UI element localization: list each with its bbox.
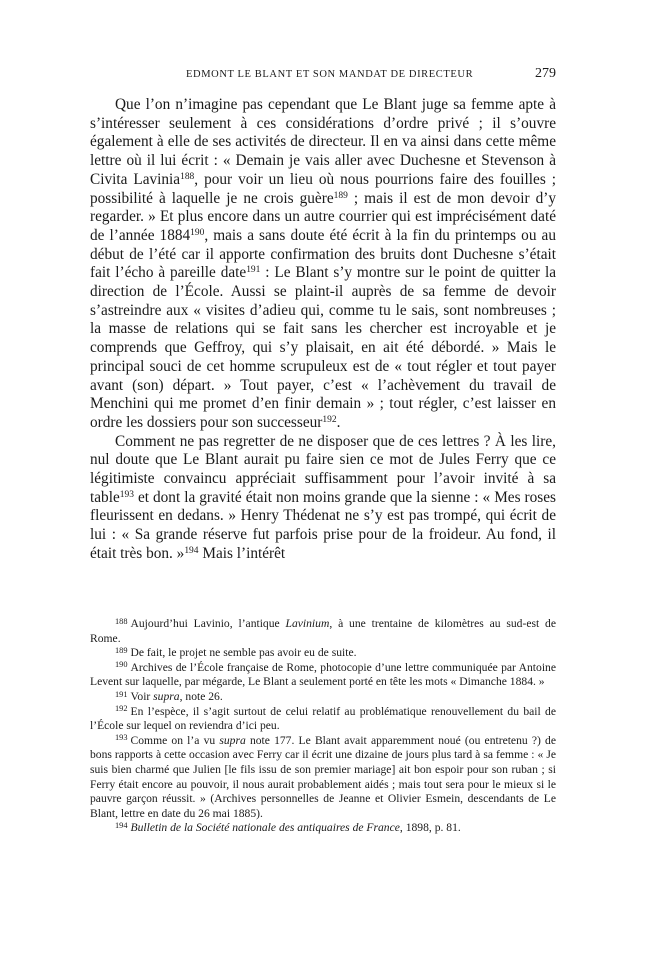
- footnote-ref: 188: [180, 171, 195, 182]
- footnote-text: Archives de l’École française de Rome, photocopie d’une lettre communiquée par Antoine Levent sur laquelle, par mégarde, Le Blant a seulement porté en tête les mots « Dimanche 1884. »: [90, 660, 556, 689]
- footnote: [90, 690, 556, 705]
- footnote-number: 188: [115, 616, 128, 626]
- footnote-text: note 177. Le Blant avait apparemment noué (ou entretenu ?) de bons rapports à cette occasion avec Ferry car il écrit une dizaine de jours plus tard à sa femme : « Je suis bien charmé que Julien [le fils issu de son premier mariage] ait bon espoir pour son ruban ; si Ferry était encore au pouvoir, il nous aurait probablement aidés ; mais tout sera pour le mieux si le pauvre garçon réussit. » (Archives personnelles de Jeanne et Olivier Esmein, descendants de Le Blant, lettre en date du 26 mai 1885).: [90, 733, 556, 820]
- footnote: [90, 646, 556, 661]
- footnote-number: 193: [115, 733, 128, 743]
- footnote-ref: 190: [190, 227, 205, 238]
- footnote: [90, 705, 556, 734]
- body-text: [90, 96, 556, 564]
- footnote-number: 191: [115, 689, 128, 699]
- footnote: [90, 617, 556, 646]
- footnote-italic: Lavinium: [285, 617, 330, 630]
- text-run: Comment ne pas regretter de ne disposer que de ces lettres ? À les lire, nul doute que Le Blant aurait pu faire sien ce mot de Jules Ferry que ce légitimiste convaincu appréciait suffisamment pour l’avoir invité à sa table: [90, 432, 556, 506]
- text-run: et dont la gravité était non moins grande que la sienne : « Mes roses fleurissent en dedans. » Henry Thédenat ne s’y est pas trompé, qui écrit de lui : « Sa grande réserve fut parfois prise pour de la froideur. Au fond, il était très bon. »: [90, 488, 556, 562]
- footnote: [90, 821, 556, 836]
- text-run: : Le Blant s’y montre sur le point de quitter la direction de l’École. Aussi se plaint-il auprès de sa femme de devoir s’astreindre aux « visites d’adieu qui, comme tu le sais, sont nombreuses ; la masse de relations qui se fait sans les chercher est incroyable et je comprends que Geffroy, qui s’y plaisait, en ait été débordé. » Mais le principal souci de cet homme scrupuleux est de « tout régler et tout payer avant (son) départ. » Tout payer, c’est « l’achèvement du travail de Menchini qui me promet d’en finir demain » ; tout régler, c’est laisser en ordre les dossiers pour son successeur: [90, 264, 557, 431]
- text-run: .: [336, 413, 341, 431]
- footnote-italic: Bulletin de la Société nationale des antiquaires de France: [130, 821, 400, 835]
- footnote-ref: 189: [333, 190, 348, 201]
- text-run: ; mais il est de mon devoir d’y regarder. » Et plus encore dans un autre courrier qui est imprécisément daté de l’année 1884: [90, 189, 556, 244]
- footnote-text: , note 26.: [179, 689, 223, 703]
- text-run: Que l’on n’imagine pas cependant que Le Blant juge sa femme apte à s’intéresser seulement à ces considérations d’ordre privé ; il s’ouvre également à elle de ses activités de directeur. Il en va ainsi dans cette même lettre où il lui écrit : « Demain je vais aller avec Duchesne et Stevenson à Civita Lavinia: [90, 96, 556, 188]
- footnote-italic: supra: [153, 689, 180, 703]
- paragraph-2: [90, 433, 556, 564]
- footnote-text: De fait, le projet ne semble pas avoir eu de suite.: [130, 646, 357, 660]
- page-number: 279: [535, 66, 556, 81]
- footnote-ref: 191: [246, 265, 261, 276]
- footnote-text: En l’espèce, il s’agit surtout de celui relatif au problématique renouvellement du bail de l’École sur lequel on reviendra d’ici peu.: [90, 704, 556, 733]
- footnotes: [90, 617, 556, 836]
- footnote-ref: 192: [322, 414, 337, 425]
- text-run: , mais a sans doute été écrit à la fin du printemps ou au début de l’été car il apporte confirmation des bruits dont Duchesne s’était fait l’écho à pareille date: [90, 226, 556, 282]
- footnote-number: 194: [115, 820, 128, 830]
- footnote: [90, 734, 556, 822]
- footnote-text: Aujourd’hui Lavinio, l’antique: [130, 617, 286, 630]
- text-run: Mais l’intérêt: [198, 544, 286, 562]
- footnote-number: 190: [115, 660, 128, 670]
- footnote: [90, 661, 556, 690]
- footnote-text: , à une trentaine de kilomètres au sud-est de Rome.: [90, 617, 556, 645]
- footnote-number: 189: [115, 645, 128, 655]
- footnote-text: Comme on l’a vu: [130, 733, 220, 747]
- footnote-italic: supra: [219, 733, 246, 747]
- footnote-text: Voir: [130, 689, 154, 703]
- footnote-ref: 193: [119, 489, 134, 500]
- footnote-text: , 1898, p. 81.: [399, 821, 461, 835]
- footnote-number: 192: [115, 704, 128, 714]
- running-title: EDMONT LE BLANT ET SON MANDAT DE DIRECTEUR: [186, 69, 474, 80]
- running-head: [90, 66, 556, 86]
- paragraph-1: [90, 96, 556, 433]
- footnote-ref: 194: [184, 545, 199, 556]
- text-run: , pour voir un lieu où nous pourrions faire des fouilles ; possibilité à laquelle je ne crois guère: [90, 170, 556, 207]
